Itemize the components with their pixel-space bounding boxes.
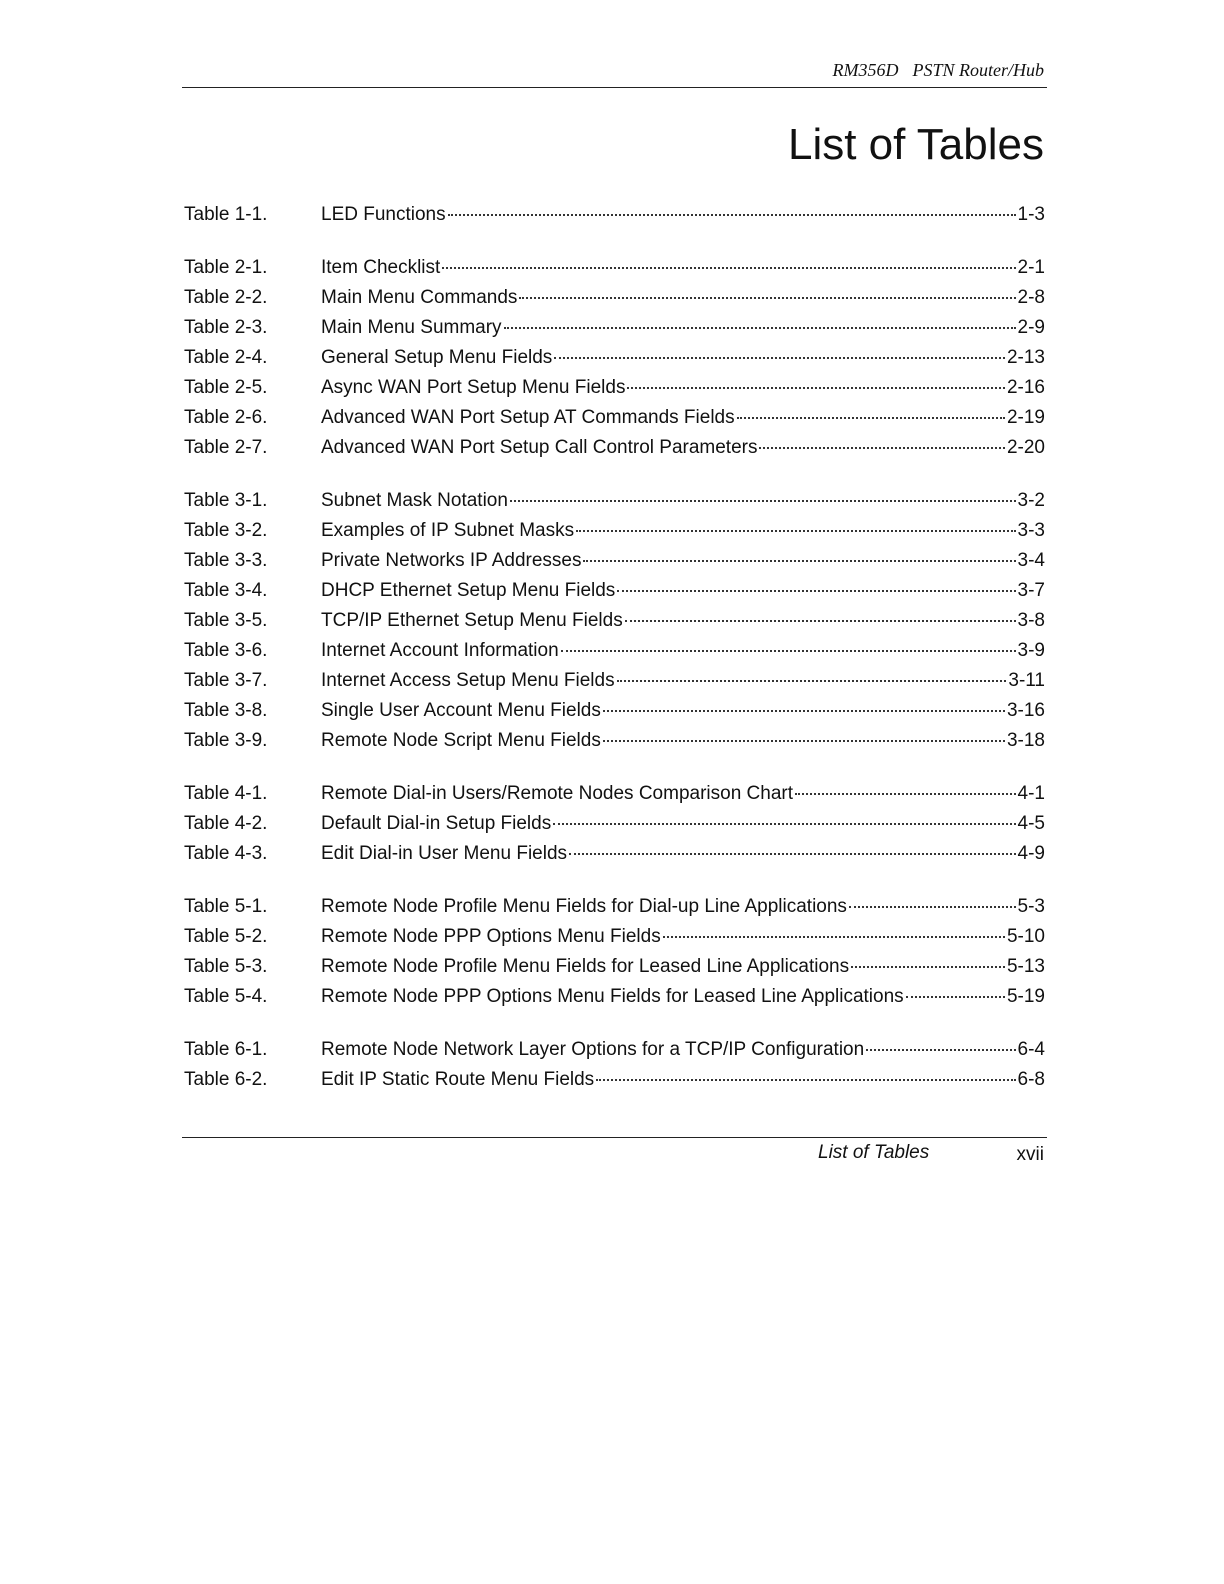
toc-entry-number: Table 3-7. <box>184 670 268 691</box>
toc-dot-leader <box>510 499 1016 502</box>
toc-entry-page: 6-4 <box>1017 1039 1045 1060</box>
toc-dot-leader <box>569 852 1016 855</box>
toc-entry-page: 5-10 <box>1006 926 1045 947</box>
toc-dot-leader <box>851 965 1005 968</box>
toc-entry-number: Table 2-1. <box>184 257 268 278</box>
running-header <box>832 60 1044 81</box>
toc-entry-number: Table 5-2. <box>184 926 268 947</box>
toc-group <box>184 779 1045 869</box>
toc-entry-title: Remote Node Script Menu Fields <box>321 730 601 751</box>
table-of-contents <box>184 200 1045 1118</box>
toc-entry-title: Main Menu Summary <box>321 317 502 338</box>
toc-dot-leader <box>519 296 1015 299</box>
toc-entry-page: 3-3 <box>1017 520 1045 541</box>
toc-entry[interactable] <box>184 892 1045 922</box>
toc-entry[interactable] <box>184 666 1045 696</box>
toc-dot-leader <box>625 619 1016 622</box>
toc-dot-leader <box>561 649 1016 652</box>
toc-dot-leader <box>759 446 1004 449</box>
toc-entry-title: DHCP Ethernet Setup Menu Fields <box>321 580 616 601</box>
toc-entry-page: 3-4 <box>1017 550 1045 571</box>
toc-entry-number: Table 4-1. <box>184 783 268 804</box>
toc-entry-title: Main Menu Commands <box>321 287 518 308</box>
toc-entry-number: Table 6-2. <box>184 1069 268 1090</box>
toc-dot-leader <box>663 935 1005 938</box>
toc-entry[interactable] <box>184 779 1045 809</box>
toc-entry[interactable] <box>184 253 1045 283</box>
toc-entry-number: Table 3-2. <box>184 520 268 541</box>
toc-entry-title: Advanced WAN Port Setup AT Commands Fields <box>321 407 735 428</box>
toc-dot-leader <box>603 709 1005 712</box>
toc-dot-leader <box>906 995 1005 998</box>
toc-entry[interactable] <box>184 283 1045 313</box>
toc-entry-title: Single User Account Menu Fields <box>321 700 601 721</box>
toc-dot-leader <box>617 679 1007 682</box>
toc-entry-page: 5-3 <box>1017 896 1045 917</box>
toc-entry-number: Table 2-2. <box>184 287 268 308</box>
header-model: RM356D <box>832 60 899 80</box>
toc-entry-title: Remote Node PPP Options Menu Fields for Leased Line Applications <box>321 986 904 1007</box>
toc-entry-title: Private Networks IP Addresses <box>321 550 582 571</box>
toc-entry[interactable] <box>184 1065 1045 1095</box>
toc-group <box>184 1035 1045 1095</box>
toc-entry-page: 2-1 <box>1017 257 1045 278</box>
toc-entry[interactable] <box>184 696 1045 726</box>
toc-entry-title: Remote Node Profile Menu Fields for Dial-up Line Applications <box>321 896 847 917</box>
toc-dot-leader <box>504 326 1016 329</box>
toc-entry-page: 2-19 <box>1006 407 1045 428</box>
toc-entry-title: Subnet Mask Notation <box>321 490 508 511</box>
toc-entry[interactable] <box>184 922 1045 952</box>
toc-entry-number: Table 6-1. <box>184 1039 268 1060</box>
toc-group <box>184 200 1045 230</box>
toc-entry-page: 3-11 <box>1008 670 1045 691</box>
toc-dot-leader <box>866 1048 1015 1051</box>
toc-entry-number: Table 3-1. <box>184 490 268 511</box>
toc-dot-leader <box>553 822 1015 825</box>
toc-entry-title: Edit IP Static Route Menu Fields <box>321 1069 595 1090</box>
toc-dot-leader <box>576 529 1015 532</box>
toc-entry[interactable] <box>184 839 1045 869</box>
toc-entry[interactable] <box>184 200 1045 230</box>
toc-entry[interactable] <box>184 952 1045 982</box>
toc-entry-number: Table 2-6. <box>184 407 268 428</box>
toc-group <box>184 253 1045 463</box>
toc-entry-number: Table 4-3. <box>184 843 268 864</box>
toc-entry-number: Table 1-1. <box>184 204 268 225</box>
toc-entry[interactable] <box>184 516 1045 546</box>
toc-entry[interactable] <box>184 343 1045 373</box>
page-title: List of Tables <box>787 120 1044 169</box>
header-product: PSTN Router/Hub <box>912 60 1044 80</box>
toc-entry-title: General Setup Menu Fields <box>321 347 553 368</box>
toc-entry-number: Table 5-3. <box>184 956 268 977</box>
toc-entry-number: Table 3-6. <box>184 640 268 661</box>
toc-dot-leader <box>554 356 1005 359</box>
toc-entry[interactable] <box>184 726 1045 756</box>
toc-entry-page: 3-16 <box>1006 700 1045 721</box>
toc-entry-title: Internet Access Setup Menu Fields <box>321 670 615 691</box>
toc-entry-number: Table 2-5. <box>184 377 268 398</box>
toc-entry[interactable] <box>184 313 1045 343</box>
footer-page-number: xvii <box>1016 1144 1044 1165</box>
toc-dot-leader <box>603 739 1005 742</box>
toc-entry-page: 2-20 <box>1006 437 1045 458</box>
toc-dot-leader <box>849 905 1016 908</box>
toc-entry[interactable] <box>184 373 1045 403</box>
toc-dot-leader <box>627 386 1005 389</box>
toc-entry-title: Remote Dial-in Users/Remote Nodes Comparison Chart <box>321 783 794 804</box>
header-rule <box>182 87 1047 88</box>
toc-dot-leader <box>442 266 1015 269</box>
toc-entry-page: 5-13 <box>1006 956 1045 977</box>
toc-entry-title: Item Checklist <box>321 257 441 278</box>
toc-dot-leader <box>795 792 1016 795</box>
toc-entry-title: LED Functions <box>321 204 446 225</box>
toc-entry-title: Examples of IP Subnet Masks <box>321 520 575 541</box>
toc-entry-page: 2-16 <box>1006 377 1045 398</box>
toc-entry-number: Table 2-7. <box>184 437 268 458</box>
toc-entry-number: Table 2-4. <box>184 347 268 368</box>
toc-entry-page: 3-9 <box>1017 640 1045 661</box>
toc-entry-page: 4-5 <box>1017 813 1045 834</box>
toc-entry[interactable] <box>184 576 1045 606</box>
footer-rule <box>182 1137 1047 1138</box>
toc-entry-page: 2-13 <box>1006 347 1045 368</box>
toc-entry-number: Table 4-2. <box>184 813 268 834</box>
toc-entry[interactable] <box>184 433 1045 463</box>
toc-entry-page: 6-8 <box>1017 1069 1045 1090</box>
toc-entry-page: 3-8 <box>1017 610 1045 631</box>
toc-entry[interactable] <box>184 546 1045 576</box>
toc-group <box>184 892 1045 1012</box>
toc-dot-leader <box>583 559 1015 562</box>
toc-entry-number: Table 3-4. <box>184 580 268 601</box>
toc-entry-title: Edit Dial-in User Menu Fields <box>321 843 568 864</box>
toc-entry-number: Table 3-3. <box>184 550 268 571</box>
toc-entry-page: 3-7 <box>1017 580 1045 601</box>
toc-entry-number: Table 3-5. <box>184 610 268 631</box>
toc-entry[interactable] <box>184 403 1045 433</box>
toc-entry[interactable] <box>184 982 1045 1012</box>
toc-entry-page: 1-3 <box>1017 204 1045 225</box>
toc-entry-title: Remote Node Profile Menu Fields for Leased Line Applications <box>321 956 850 977</box>
toc-dot-leader <box>596 1078 1015 1081</box>
toc-entry-page: 4-1 <box>1017 783 1045 804</box>
toc-entry-number: Table 3-8. <box>184 700 268 721</box>
toc-entry-title: TCP/IP Ethernet Setup Menu Fields <box>321 610 623 631</box>
toc-entry-number: Table 5-4. <box>184 986 268 1007</box>
toc-entry[interactable] <box>184 636 1045 666</box>
toc-entry-title: Remote Node PPP Options Menu Fields <box>321 926 661 947</box>
toc-entry-title: Async WAN Port Setup Menu Fields <box>321 377 626 398</box>
toc-dot-leader <box>448 213 1016 216</box>
toc-entry-page: 2-9 <box>1017 317 1045 338</box>
toc-entry-page: 2-8 <box>1017 287 1045 308</box>
toc-entry-page: 3-2 <box>1017 490 1045 511</box>
footer-section-label: List of Tables <box>818 1142 930 1163</box>
toc-entry-page: 5-19 <box>1006 986 1045 1007</box>
toc-entry-number: Table 5-1. <box>184 896 268 917</box>
toc-entry[interactable] <box>184 606 1045 636</box>
toc-entry-number: Table 3-9. <box>184 730 268 751</box>
toc-entry-title: Remote Node Network Layer Options for a TCP/IP Configuration <box>321 1039 865 1060</box>
toc-dot-leader <box>617 589 1015 592</box>
toc-group <box>184 486 1045 756</box>
toc-entry-title: Internet Account Information <box>321 640 559 661</box>
toc-entry-page: 4-9 <box>1017 843 1045 864</box>
toc-dot-leader <box>737 416 1005 419</box>
toc-entry[interactable] <box>184 1035 1045 1065</box>
toc-entry-title: Default Dial-in Setup Fields <box>321 813 552 834</box>
toc-entry[interactable] <box>184 809 1045 839</box>
toc-entry-number: Table 2-3. <box>184 317 268 338</box>
toc-entry-title: Advanced WAN Port Setup Call Control Parameters <box>321 437 758 458</box>
toc-entry[interactable] <box>184 486 1045 516</box>
toc-entry-page: 3-18 <box>1006 730 1045 751</box>
